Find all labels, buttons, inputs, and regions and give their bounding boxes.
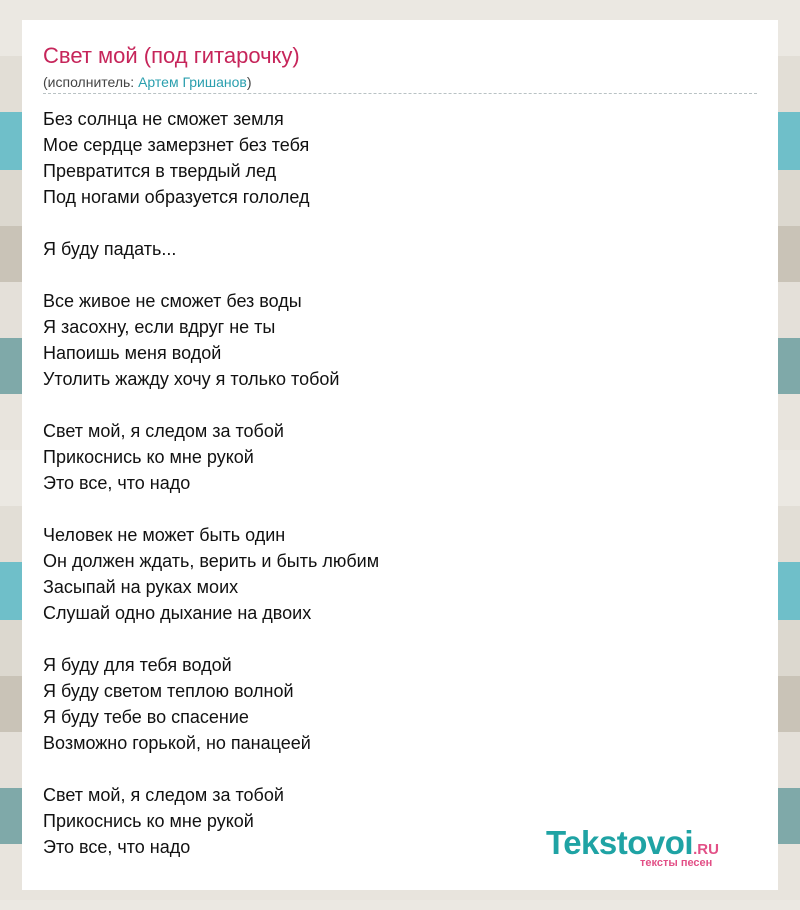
divider [43, 93, 757, 94]
lyric-line: Он должен ждать, верить и быть любим [43, 551, 380, 571]
stanza [43, 652, 379, 756]
stanza [43, 106, 379, 210]
artist-line [43, 74, 252, 90]
lyric-line: Прикоснись ко мне рукой [43, 447, 254, 467]
lyric-line: Это все, что надо [43, 837, 191, 857]
stanza [43, 418, 379, 496]
stanza [43, 522, 379, 626]
lyric-line: Утолить жажду хочу я только тобой [43, 369, 340, 389]
lyrics-card [22, 20, 778, 890]
stanza [43, 236, 379, 262]
lyric-line: Я буду падать... [43, 239, 177, 259]
artist-suffix: ) [246, 74, 252, 90]
artist-link[interactable]: Артем Гришанов [138, 74, 247, 90]
lyric-line: Засыпай на руках моих [43, 577, 239, 597]
stanza [43, 288, 379, 392]
lyric-line: Под ногами образуется гололед [43, 187, 310, 207]
logo-brand: Tekstovoi [546, 824, 694, 861]
artist-prefix: (исполнитель: [43, 74, 139, 90]
lyric-line: Напоишь меня водой [43, 343, 222, 363]
lyric-line: Мое сердце замерзнет без тебя [43, 135, 310, 155]
lyric-line: Это все, что надо [43, 473, 191, 493]
lyric-line: Я буду для тебя водой [43, 655, 232, 675]
song-title: Свет мой (под гитарочку) [43, 43, 300, 68]
lyric-line: Слушай одно дыхание на двоих [43, 603, 312, 623]
lyric-line: Свет мой, я следом за тобой [43, 421, 284, 441]
lyric-line: Без солнца не сможет земля [43, 109, 284, 129]
lyric-line: Прикоснись ко мне рукой [43, 811, 254, 831]
logo-tagline: тексты песен [640, 857, 713, 869]
stanza [43, 782, 379, 860]
logo-tld: .RU [693, 841, 719, 858]
lyric-line: Я буду светом теплою волной [43, 681, 294, 701]
lyric-line: Свет мой, я следом за тобой [43, 785, 284, 805]
site-logo[interactable] [546, 824, 719, 869]
lyric-line: Превратится в твердый лед [43, 161, 277, 181]
lyric-line: Я буду тебе во спасение [43, 707, 249, 727]
lyric-line: Все живое не сможет без воды [43, 291, 302, 311]
lyric-line: Возможно горькой, но панацеей [43, 733, 311, 753]
lyric-line: Человек не может быть один [43, 525, 286, 545]
lyric-line: Я засохну, если вдруг не ты [43, 317, 276, 337]
lyrics-body [43, 106, 379, 886]
